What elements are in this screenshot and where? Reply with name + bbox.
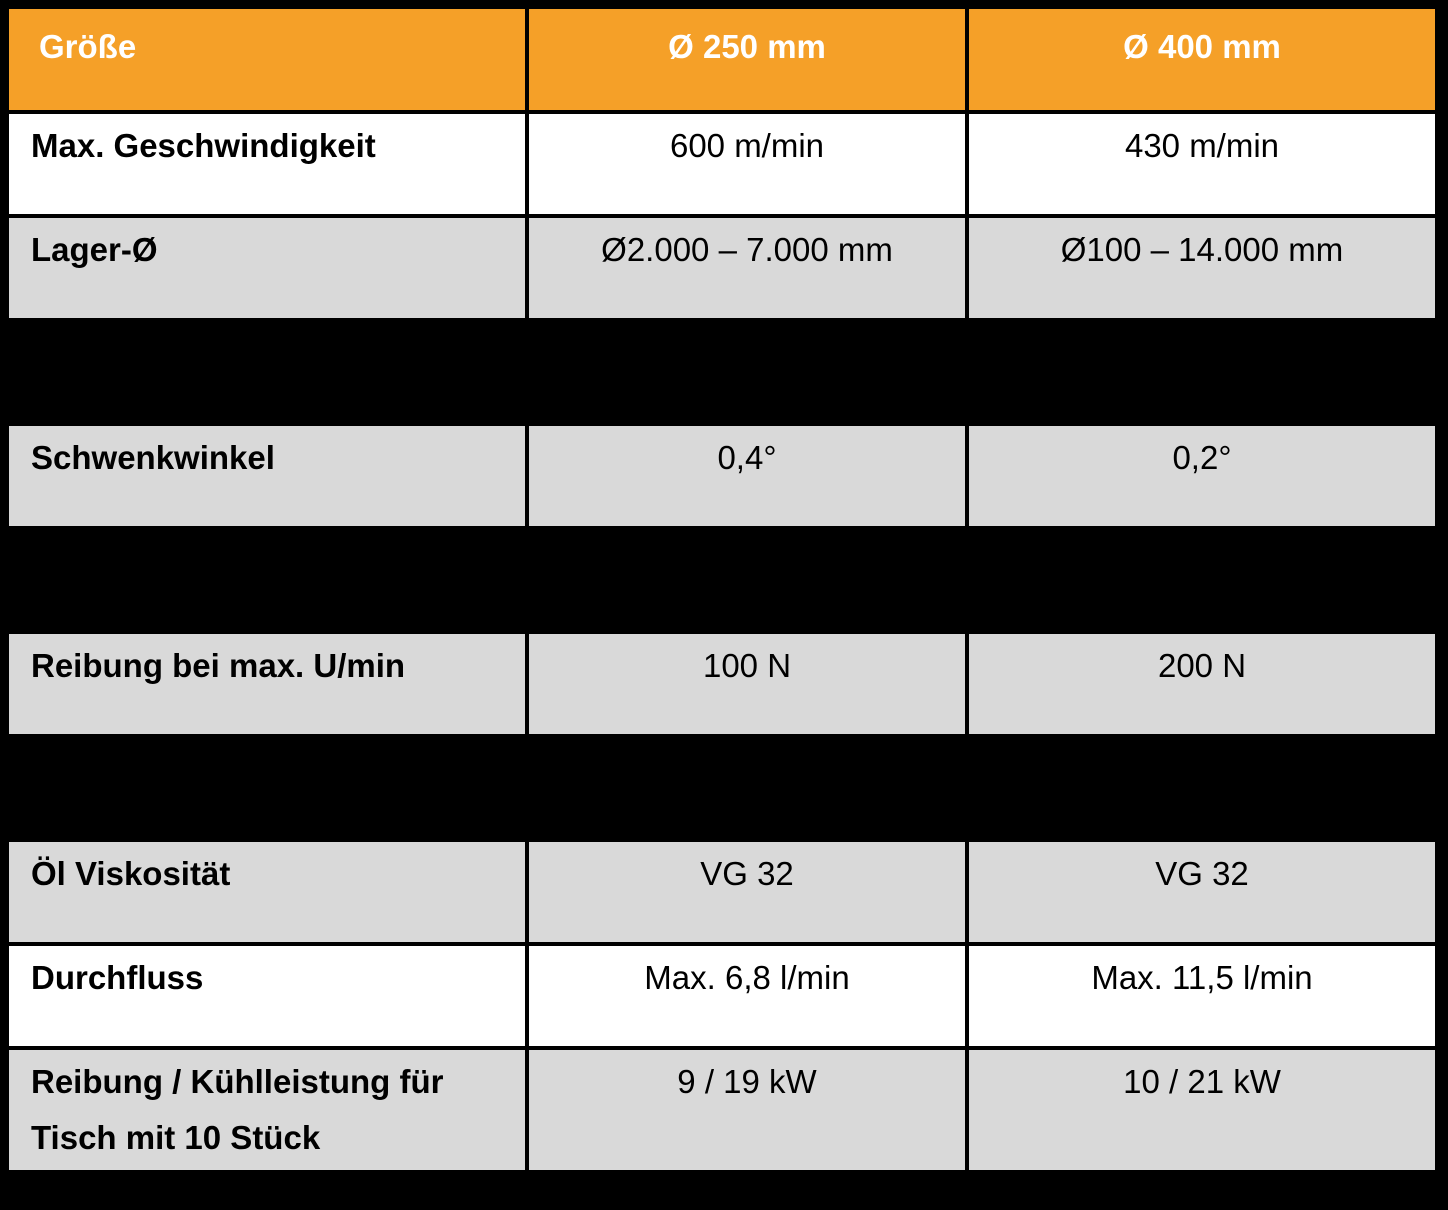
row-label-cell: Durchfluss	[9, 946, 525, 1046]
row-value-cell: 9 / 19 kW	[529, 1050, 965, 1170]
row-label-cell: Schwenkwinkel	[9, 426, 525, 526]
row-value-cell: 430 m/min	[969, 114, 1435, 214]
spec-table	[9, 9, 1435, 1170]
header-cell-diameter-400: Ø 400 mm	[969, 9, 1435, 110]
row-value-cell: 200 N	[969, 634, 1435, 734]
row-value-cell: 0,2°	[969, 426, 1435, 526]
row-value-cell: 100 N	[529, 634, 965, 734]
row-value-cell: Max. 11,5 l/min	[969, 946, 1435, 1046]
table-spacer	[9, 530, 1435, 630]
row-label-cell: Reibung bei max. U/min	[9, 634, 525, 734]
row-value-cell: Ø2.000 – 7.000 mm	[529, 218, 965, 318]
row-value-cell: VG 32	[969, 842, 1435, 942]
table-spacer	[9, 322, 1435, 422]
row-value-cell: 10 / 21 kW	[969, 1050, 1435, 1170]
row-value-cell: VG 32	[529, 842, 965, 942]
row-label-cell: Max. Geschwindigkeit	[9, 114, 525, 214]
row-value-cell: 0,4°	[529, 426, 965, 526]
header-cell-diameter-250: Ø 250 mm	[529, 9, 965, 110]
row-label-cell: Lager-Ø	[9, 218, 525, 318]
row-value-cell: Max. 6,8 l/min	[529, 946, 965, 1046]
header-cell-size-label: Größe	[9, 9, 525, 110]
table-spacer	[9, 738, 1435, 838]
row-value-cell: Ø100 – 14.000 mm	[969, 218, 1435, 318]
row-value-cell: 600 m/min	[529, 114, 965, 214]
row-label-cell: Öl Viskosität	[9, 842, 525, 942]
row-label-cell: Reibung / Kühlleistung für Tisch mit 10 Stück	[9, 1050, 525, 1170]
